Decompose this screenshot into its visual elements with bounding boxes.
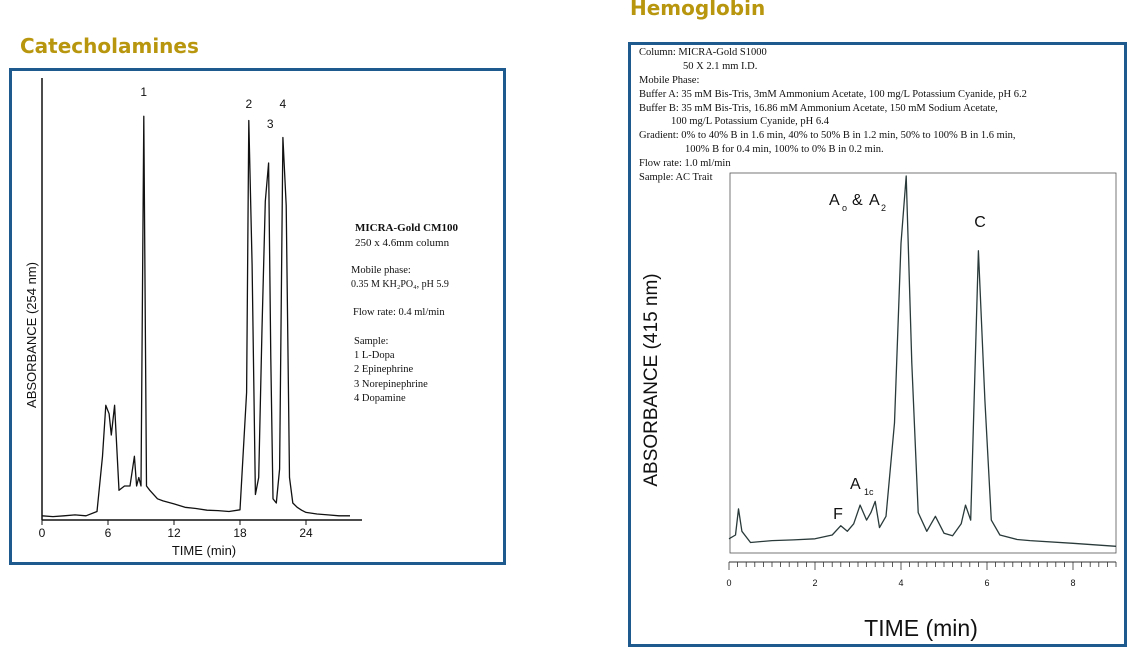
peak-label-A2-subscript: 2 [881,203,887,213]
y-axis-label: ABSORBANCE (254 nm) [24,262,39,408]
x-tick-label: 18 [233,526,247,540]
peak-label-1: 1 [140,85,148,99]
peak-label-ampersand: & [852,192,863,209]
x-tick-label: 6 [984,578,990,588]
left-flow-rate: Flow rate: 0.4 ml/min [353,307,445,318]
left-sample-2: 2 Epinephrine [354,364,414,375]
right-mobile-phase: Mobile Phase: [639,75,700,86]
x-tick-label: 4 [898,578,904,588]
left-column-size: 250 x 4.6mm column [355,237,450,249]
right-column-size: 50 X 2.1 mm I.D. [683,61,758,72]
right-buffer-b1: Buffer B: 35 mM Bis-Tris, 16.86 mM Ammonium Acetate, 150 mM Sodium Acetate, [639,103,998,114]
peak-label-A2: A [869,192,880,209]
peak-label-F: F [833,506,843,523]
peak-label-A1c: A [850,476,861,493]
left-mobile-phase: 0.35 M KH₂PO₄, pH 5.9 [351,279,449,290]
y-axis-label: ABSORBANCE (415 nm) [641,273,662,487]
x-tick-label: 8 [1070,578,1076,588]
x-tick-label: 0 [726,578,732,588]
right-flow-rate: Flow rate: 1.0 ml/min [639,158,731,169]
peak-label-3: 3 [266,117,274,131]
chromatogram-trace [729,176,1116,546]
left-sample-3: 3 Norepinephrine [354,379,428,390]
x-tick-label: 2 [812,578,818,588]
x-tick-label: 24 [299,526,313,540]
left-column-name: MICRA-Gold CM100 [355,222,458,234]
peak-label-2: 2 [245,97,253,111]
x-tick-label: 0 [38,526,46,540]
left-mobile-phase-label: Mobile phase: [351,265,411,276]
x-tick-label: 12 [167,526,181,540]
right-gradient-1: Gradient: 0% to 40% B in 1.6 min, 40% to 50% B in 1.2 min, 50% to 100% B in 1.6 min, [639,130,1016,141]
peak-label-Ao-subscript: o [842,203,848,213]
left-sample-4: 4 Dopamine [354,393,406,404]
x-axis-label: TIME (min) [864,615,978,641]
peak-label-A1c-subscript: 1c [864,487,874,497]
chart-title-catecholamines: Catecholamines [20,34,199,58]
right-sample: Sample: AC Trait [639,172,713,183]
peak-label-Ao: A [829,192,840,209]
plot-frame [730,173,1116,553]
right-column: Column: MICRA-Gold S1000 [639,47,767,58]
right-buffer-a: Buffer A: 35 mM Bis-Tris, 3mM Ammonium Acetate, 100 mg/L Potassium Cyanide, pH 6.2 [639,89,1027,100]
right-gradient-2: 100% B for 0.4 min, 100% to 0% B in 0.2 min. [685,144,884,155]
x-tick-label: 6 [104,526,112,540]
chart-title-hemoglobin: Hemoglobin [630,0,766,20]
x-axis-label: TIME (min) [171,543,237,558]
left-sample-label: Sample: [354,336,389,347]
right-buffer-b2: 100 mg/L Potassium Cyanide, pH 6.4 [671,116,829,127]
peak-label-4: 4 [279,97,287,111]
peak-label-C: C [974,214,986,231]
left-sample-1: 1 L-Dopa [354,350,395,361]
